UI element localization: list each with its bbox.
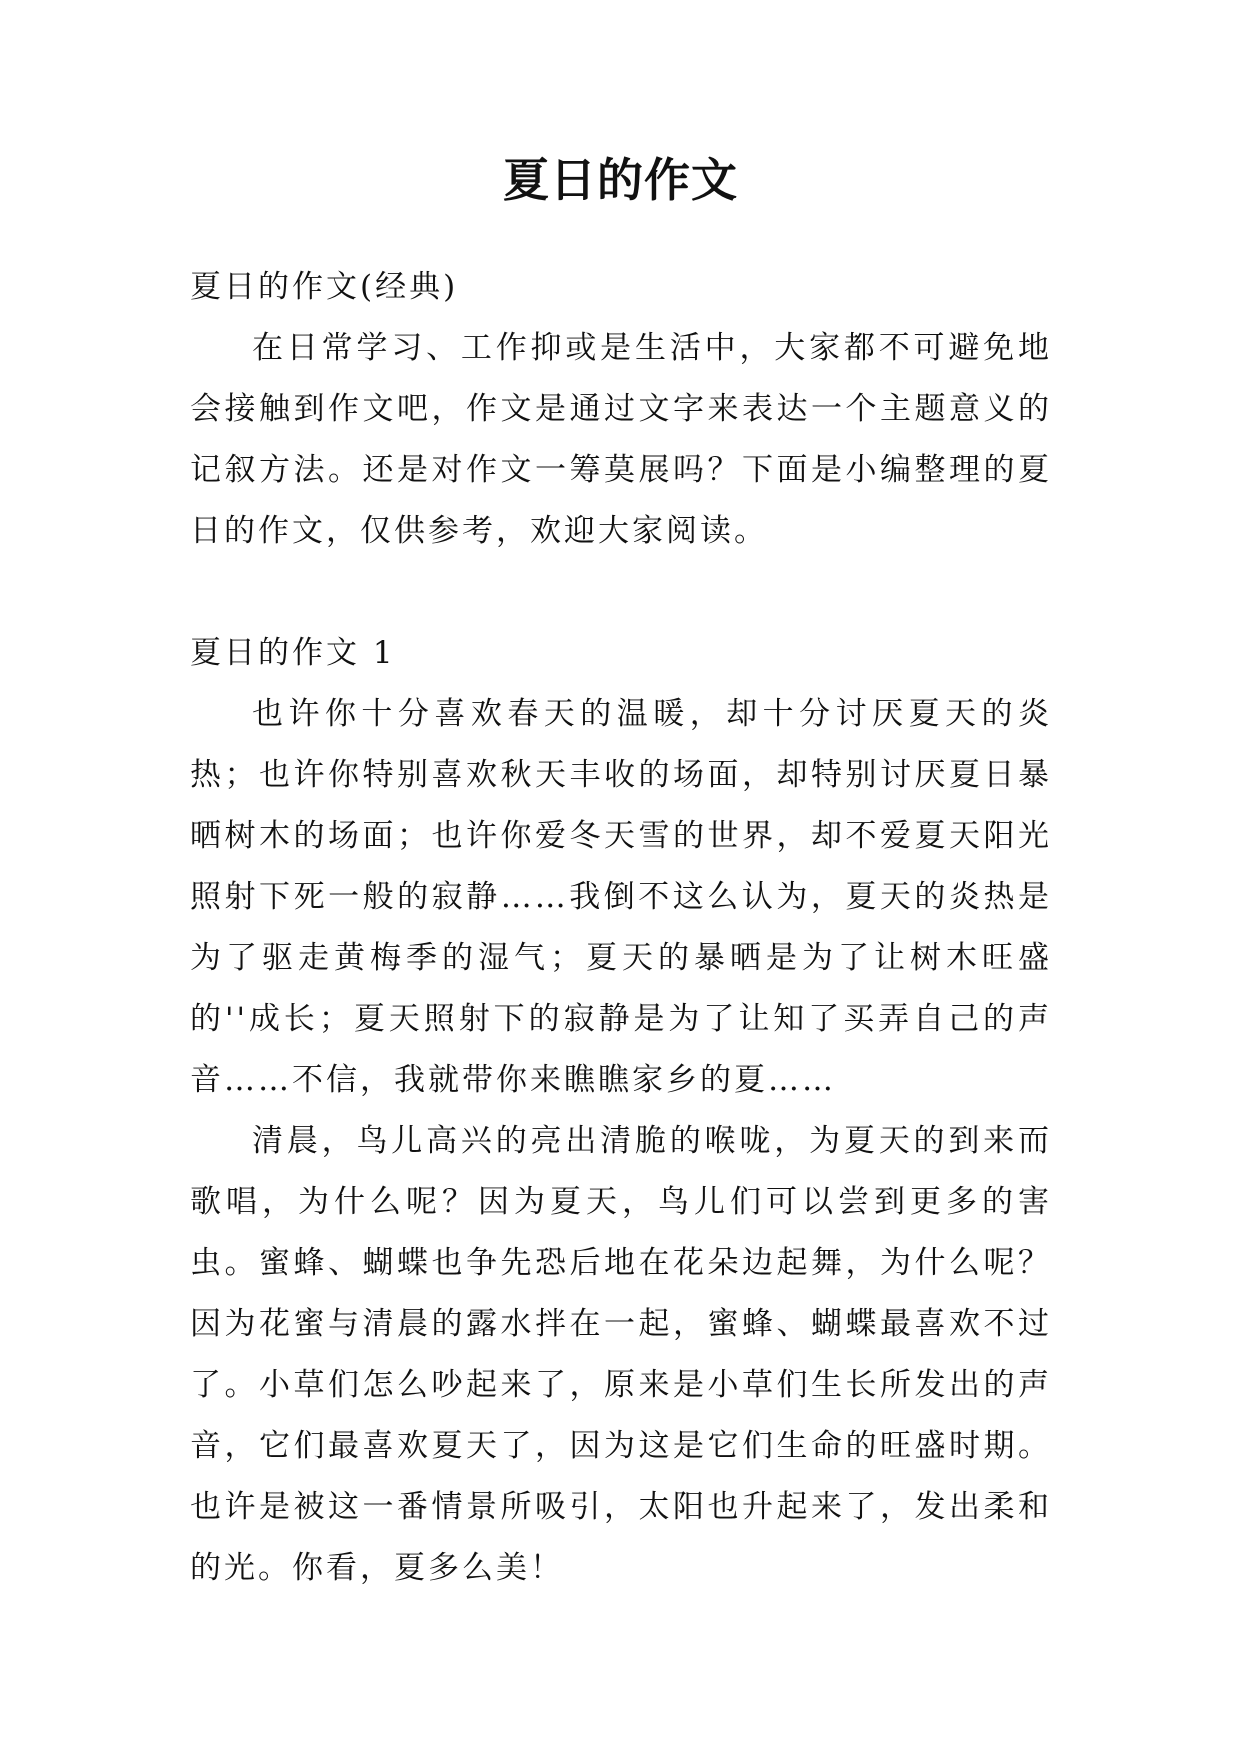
intro-paragraph: 在日常学习、工作抑或是生活中，大家都不可避免地会接触到作文吧，作文是通过文字来表达一个主题意义的记叙方法。还是对作文一筹莫展吗？下面是小编整理的夏日的作文，仅供参考，欢迎大家阅读。 (190, 330, 1052, 549)
section-heading: 夏日的作文 1 (190, 635, 396, 671)
section-spacer (190, 562, 1052, 623)
document-body (190, 257, 1052, 1599)
body-paragraph: 清晨，鸟儿高兴的亮出清脆的喉咙，为夏天的到来而歌唱，为什么呢？因为夏天，鸟儿们可以尝到更多的害虫。蜜蜂、蝴蝶也争先恐后地在花朵边起舞，为什么呢？因为花蜜与清晨的露水拌在一起，蜜蜂、蝴蝶最喜欢不过了。小草们怎么吵起来了，原来是小草们生长所发出的声音，它们最喜欢夏天了，因为这是它们生命的旺盛时期。也许是被这一番情景所吸引，太阳也升起来了，发出柔和的光。你看，夏多么美！ (190, 1123, 1052, 1586)
intro-heading: 夏日的作文(经典) (190, 269, 459, 305)
document-title: 夏日的作文 (503, 153, 738, 207)
body-paragraph: 也许你十分喜欢春天的温暖，却十分讨厌夏天的炎热；也许你特别喜欢秋天丰收的场面，却特别讨厌夏日暴晒树木的场面；也许你爱冬天雪的世界，却不爱夏天阳光照射下死一般的寂静……我倒不这么认为，夏天的炎热是为了驱走黄梅季的湿气；夏天的暴晒是为了让树木旺盛的''成长；夏天照射下的寂静是为了让知了买弄自己的声音……不信，我就带你来瞧瞧家乡的夏…… (190, 696, 1052, 1098)
